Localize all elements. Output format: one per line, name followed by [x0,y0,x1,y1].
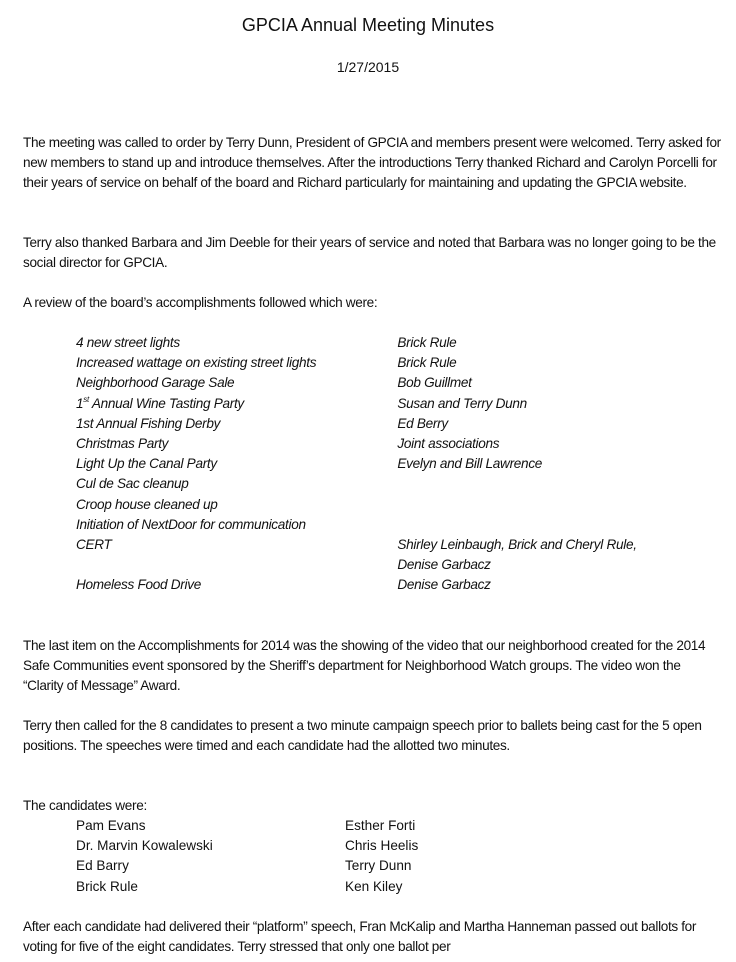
accomplishment-credit [397,515,676,535]
candidate-name: Brick Rule [76,878,138,894]
candidate-name: Dr. Marvin Kowalewski [76,838,213,854]
candidate-name: Terry Dunn [345,858,412,874]
paragraph-deeble: Terry also thanked Barbara and Jim Deeble for their years of service and noted that Barbara was no longer going to be the social director for GPCIA. [23,235,716,271]
accomplishment-credit: Susan and Terry Dunn [397,395,527,411]
paragraph-speeches: Terry then called for the 8 candidates to present a two minute campaign speech prior to ballets being cast for the 5 open positions. The speeches were timed and each candidate had the allotted two minutes. [23,718,702,754]
ordinal-number: 1 [76,395,84,411]
accomplishment-credit-line: Denise Garbacz [397,557,491,573]
candidate-name: Ed Barry [76,858,129,874]
accomplishment-credit: Brick Rule [397,355,457,371]
candidate-name: Ken Kiley [345,878,403,894]
accomplishments-list [76,333,676,596]
accomplishment-item: 4 new street lights [76,335,180,350]
list-item [76,515,676,535]
paragraph-review-intro: A review of the board’s accomplishments followed which were: [23,295,378,310]
accomplishment-credit [397,495,676,515]
candidates-list [76,816,496,897]
candidate-name: Chris Heelis [345,838,419,854]
list-item [76,434,676,454]
accomplishment-item [76,394,397,414]
accomplishment-credit [397,474,676,494]
accomplishment-credit: Bob Guillmet [397,375,472,391]
accomplishment-credit: Evelyn and Bill Lawrence [397,456,543,472]
document-date: 1/27/2015 [336,59,400,75]
accomplishment-item: Croop house cleaned up [76,496,218,512]
document-title: GPCIA Annual Meeting Minutes [241,15,495,35]
paragraph-opening: The meeting was called to order by Terry Dunn, President of GPCIA and members present were welcomed. Terry asked for new members to stand up and introduce themselves. After the introductions Terry thanked Richard and Carolyn Porcelli for their years of service on behalf of the board and Richard particularly for maintaining and updating the GPCIA website. [23,135,721,191]
list-item [76,353,676,373]
accomplishment-credit-line: Shirley Leinbaugh, Brick and Cheryl Rule, [397,537,637,553]
accomplishment-item: Neighborhood Garage Sale [76,375,235,391]
list-item [76,474,676,494]
accomplishment-item: Light Up the Canal Party [76,456,217,472]
list-item [76,816,496,836]
list-item [76,373,676,393]
list-item [76,575,676,595]
accomplishment-credit: Denise Garbacz [397,577,491,593]
paragraph-ballots: After each candidate had delivered their “platform” speech, Fran McKalip and Martha Hanneman passed out ballots for voting for five of the eight candidates. Terry stressed that only one ballot per [23,919,697,955]
accomplishment-item: 1st Annual Fishing Derby [76,415,221,431]
accomplishment-item: Cul de Sac cleanup [76,476,189,492]
ordinal-suffix: st [83,394,89,404]
list-item [76,877,496,897]
accomplishment-credit [397,535,676,575]
accomplishment-item: Homeless Food Drive [76,577,201,593]
list-item [76,333,676,353]
candidates-label: The candidates were: [23,798,147,813]
list-item [76,856,496,876]
candidate-name: Esther Forti [345,818,416,833]
list-item [76,454,676,474]
accomplishment-credit: Brick Rule [397,335,457,350]
accomplishment-item: Initiation of NextDoor for communication [76,516,306,532]
candidate-name: Pam Evans [76,818,146,833]
list-item [76,836,496,856]
accomplishment-item: Increased wattage on existing street lights [76,355,317,371]
list-item [76,495,676,515]
paragraph-video: The last item on the Accomplishments for 2014 was the showing of the video that our neighborhood created for the 2014 Safe Communities event sponsored by the Sheriff’s department for Neighborhood Watch groups. The video won the “Clarity of Message” Award. [23,638,706,694]
accomplishment-item-text: Annual Wine Tasting Party [88,395,244,411]
accomplishment-credit: Ed Berry [397,415,448,431]
accomplishment-item: Christmas Party [76,436,169,452]
list-item [76,535,676,575]
accomplishment-item: CERT [76,537,112,553]
accomplishment-credit: Joint associations [397,436,500,452]
list-item [76,414,676,434]
list-item [76,394,676,414]
